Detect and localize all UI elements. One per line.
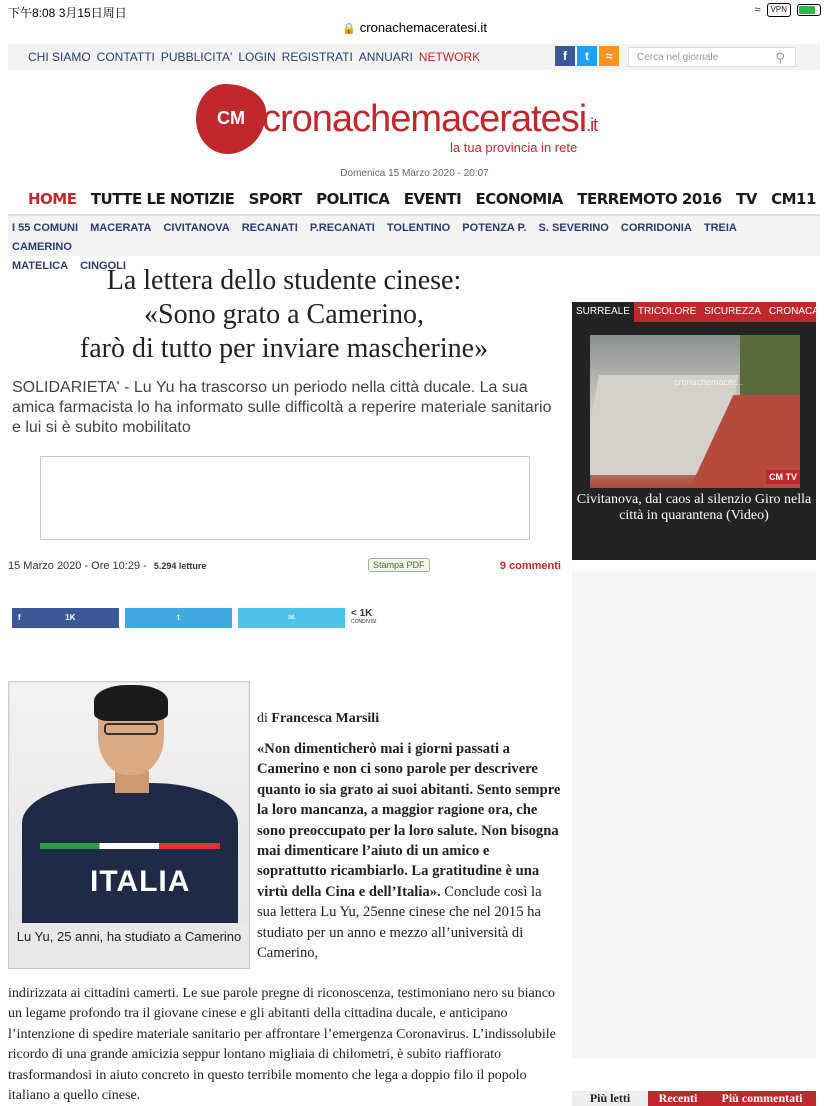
dateline: Domenica 15 Marzo 2020 - 20:07 [340,168,489,179]
town-item[interactable]: P.RECANATI [309,222,375,234]
address-bar[interactable] [0,20,829,40]
article-headline [8,264,560,366]
town-item[interactable]: POTENZA P. [462,222,527,234]
status-icons [755,3,822,17]
logo-wordmark [262,98,597,141]
photo-stripe [40,843,220,849]
nav-home[interactable]: HOME [28,190,77,208]
video-tab-sicurezza[interactable]: SICUREZZA [704,306,761,317]
rss-icon[interactable]: ≈ [599,46,619,66]
town-item[interactable]: MATELICA [12,260,69,272]
link-registrati[interactable]: REGISTRATI [281,50,353,64]
read-count: 5.294 letture [153,561,207,571]
author-name[interactable]: Francesca Marsili [271,711,380,726]
clock: 下午8:08 3月15日周日 [8,6,127,20]
nav-eventi[interactable]: EVENTI [403,190,462,208]
social-links [555,46,619,66]
logo-tld: .it [586,115,598,135]
share-twitter-button[interactable]: t [125,608,232,628]
town-item[interactable]: CIVITANOVA [163,222,230,234]
facebook-icon[interactable]: f [555,46,575,66]
comments-link[interactable]: 9 commenti [499,560,561,572]
tab-piu-letti[interactable]: Più letti [572,1091,648,1106]
nav-politica[interactable]: POLITICA [316,190,390,208]
nav-cm11[interactable]: CM11 [771,190,816,208]
logo-word-b: maceratesi [410,98,587,140]
thumb-watermark: cronachemacer... [674,377,744,387]
article-lead-tail: Conclude così la sua lettera Lu Yu, 25enne cinese che nel 2015 ha studiato per un anno e mezzo all’università di Camerino, [257,883,542,962]
article-photo[interactable] [10,683,248,923]
share-total [351,609,377,627]
ad-slot[interactable] [40,456,530,540]
byline-prefix: di [257,711,268,726]
photo-hair [94,685,168,721]
wifi-icon: ≈ [754,4,761,16]
video-tab-surreale[interactable]: SURREALE [572,302,634,322]
town-item[interactable]: TOLENTINO [386,222,451,234]
photo-glasses [104,723,158,735]
link-pubblicita[interactable]: PUBBLICITA' [160,50,233,64]
photo-caption: Lu Yu, 25 anni, ha studiato a Camerino [16,929,242,944]
town-item[interactable]: MACERATA [90,222,152,234]
link-annuari[interactable]: ANNUARI [358,50,413,64]
logo-word-a: cronache [262,98,411,140]
search-placeholder: Cerca nel giornale [637,52,719,63]
main-nav [8,190,820,214]
tab-piu-commentati[interactable]: Più commentati [708,1091,816,1106]
link-contatti[interactable]: CONTATTI [96,50,155,64]
photo-shirt [22,783,238,923]
share-total-label: CONDIVISI [351,619,377,625]
print-pdf-button[interactable]: Stampa PDF [368,558,430,572]
video-widget [572,302,819,560]
nav-sport[interactable]: SPORT [248,190,302,208]
top-nav [8,44,820,70]
article-lead [257,739,562,963]
search-icon[interactable]: ⚲ [775,50,785,65]
logo-mark: CM [196,84,266,154]
byline [257,711,379,727]
article-date: 15 Marzo 2020 - Ore 10:29 - [8,560,150,572]
tab-recenti[interactable]: Recenti [648,1091,708,1106]
share-fb-count: 1K [65,613,76,622]
article-meta [8,560,561,576]
town-item[interactable]: I 55 COMUNI [12,222,79,234]
link-network[interactable]: NETWORK [418,50,481,64]
towns-nav [8,216,820,272]
article-body: indirizzata ai cittadini camerti. Le sue parole pregne di riconoscenza, testimoniano nero su bianco un legame profondo tra il giovane cinese e gli abitanti della cittadina ducale, e anticipano l’intenzione di spedire materiale sanitario per affrontare l’emergenza Coronavirus. L’indissolubile ricordo di una grande amicizia seppur lontano migliaia di chilometri, è subito riaffiorato trasformandosi in aiuto concreto in questo terribile momento che lega a doppio filo il popolo italiano a quello cinese. [8,986,556,1104]
town-item[interactable]: S. SEVERINO [538,222,609,234]
logo-tagline: la tua provincia in rete [450,140,578,155]
battery-icon [797,4,821,16]
town-item[interactable]: RECANATI [241,222,298,234]
nav-terremoto[interactable]: TERREMOTO 2016 [577,190,722,208]
article-quote: «Non dimenticherò mai i giorni passati a Camerino e non ci sono parole per descrivere quanto io sia grato ai suoi abitanti. Sento sempre la loro mancanza, a maggior ragione ora, che sono preoccupato per la loro salute. Non bisogna mai dimenticare l’aiuto di un amico e soprattutto ricambiarlo. La gratitudine è una virtù della Cina e dell’Italia». [257,741,561,900]
nav-tv[interactable]: TV [735,190,757,208]
video-title[interactable]: Civitanova, dal caos al silenzio Giro nella città in quarantena (Video) [576,492,812,523]
video-tabs [572,302,819,322]
sidebar-list-tabs [572,1091,816,1106]
sidebar-ad-slot[interactable] [572,570,816,1058]
vpn-badge: VPN [767,3,791,17]
search-input[interactable] [628,47,796,67]
video-tab-cronaca[interactable]: CRONACA [768,306,819,317]
twitter-icon[interactable]: t [577,46,597,66]
share-bar [12,608,377,628]
headline-line: La lettera dello studente cinese: [106,265,462,296]
article-subtitle: SOLIDARIETA' - Lu Yu ha trascorso un periodo nella città ducale. La sua amica farmacista lo ha informato sulle difficoltà a reperire materiale sanitario e lui si è subito mobilitato [12,379,552,436]
town-item[interactable]: CINGOLI [80,260,126,272]
town-item[interactable]: TREIA [703,222,737,234]
headline-line: «Sono grato a Camerino, [144,299,424,330]
share-email-button[interactable]: ✉ [238,608,345,628]
nav-tutte-le-notizie[interactable]: TUTTE LE NOTIZIE [90,190,235,208]
cm-tv-badge: CM TV [766,470,800,484]
town-item[interactable]: CAMERINO [12,241,72,253]
video-thumbnail[interactable] [590,335,800,488]
video-tab-tricolore[interactable]: TRICOLORE [637,306,697,317]
share-icon: < [351,608,357,619]
share-facebook-button[interactable]: f 1K [12,608,119,628]
site-logo[interactable] [196,84,636,158]
article-photo-figure [8,681,250,969]
photo-shirt-text: ITALIA [90,865,191,898]
town-item[interactable]: CORRIDONIA [620,222,692,234]
headline-line: farò di tutto per inviare mascherine» [79,333,489,364]
nav-economia[interactable]: ECONOMIA [475,190,563,208]
link-chi-siamo[interactable]: CHI SIAMO [28,50,91,64]
url-text: cronachemaceratesi.it [359,20,487,35]
lock-icon: 🔒 [342,23,356,35]
link-login[interactable]: LOGIN [238,50,276,64]
share-total-count: 1K [359,608,373,619]
